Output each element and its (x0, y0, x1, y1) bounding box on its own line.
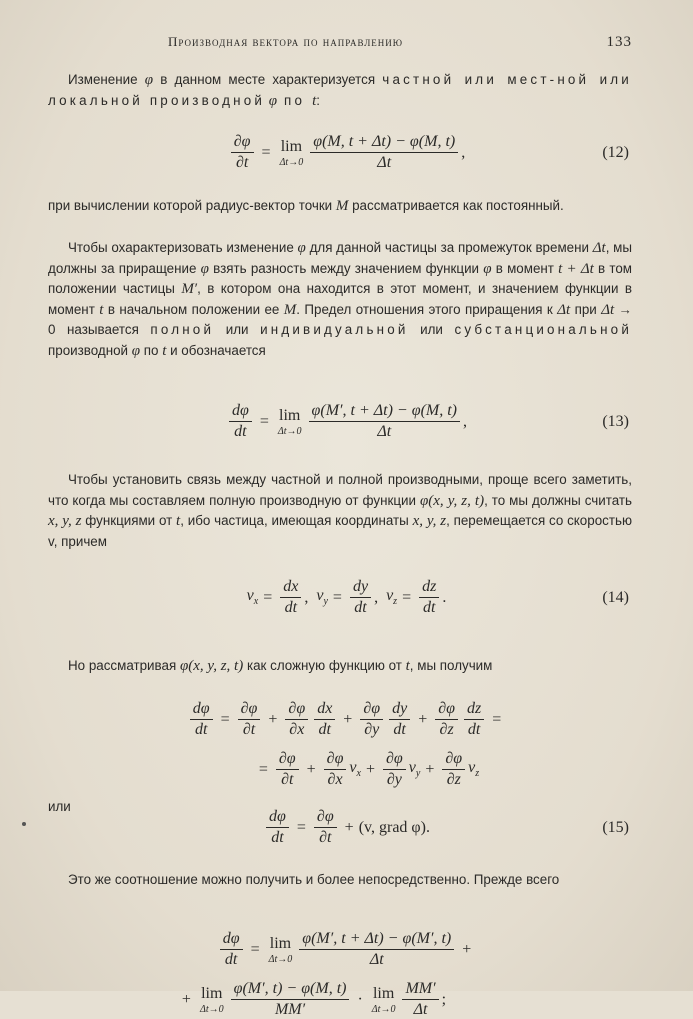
eq-numerator: dz (419, 578, 439, 598)
eq-lim: lim (372, 984, 395, 1002)
text-segment: Изменение (68, 72, 145, 87)
eq-equals: = (250, 940, 260, 958)
text-segment: , перемещается со скоростью v, причем (48, 513, 632, 549)
inline-math: φ (268, 92, 278, 109)
eq-text: (v, grad φ). (358, 818, 430, 836)
equation-number: (14) (602, 588, 629, 606)
or-label: или (48, 799, 71, 814)
text-segment: как сложную функцию от (243, 658, 406, 673)
text-segment: и обозначается (166, 342, 266, 358)
eq-equals: = (220, 710, 230, 728)
eq-numerator: dφ (220, 930, 243, 950)
text-segment: , то мы должны считать (484, 492, 632, 508)
text-segment: в момент (491, 260, 559, 276)
eq-numerator: dz (464, 700, 484, 720)
inline-math: Δt (592, 240, 606, 256)
eq-lim-sub: Δt→0 (371, 1003, 396, 1015)
eq-punct: , (463, 412, 468, 430)
eq-lim-sub: Δt→0 (279, 156, 304, 168)
text-segment: в начальном положении ее (103, 301, 284, 317)
eq-denominator: ∂t (235, 154, 249, 171)
eq-numerator: ∂φ (285, 700, 308, 720)
subscript: x (356, 768, 361, 780)
eq-numerator: MM′ (402, 980, 438, 1000)
inline-math: φ(x, y, z, t) (179, 658, 244, 674)
eq-denominator: ∂x (327, 771, 343, 788)
inline-math: φ (297, 240, 306, 256)
eq-numerator: dφ (266, 808, 289, 828)
v-symbol: v (408, 759, 416, 777)
eq-denominator: ∂x (289, 721, 305, 738)
eq-denominator: dt (354, 599, 367, 616)
eq-denominator: dt (318, 721, 331, 738)
v-symbol: v (349, 759, 357, 777)
subscript: z (393, 596, 398, 608)
eq-denominator: dt (194, 721, 208, 738)
header-title: Производная вектора по направлению (168, 34, 404, 49)
spaced-term: субстанциональной (454, 322, 632, 337)
equation-14 (0, 578, 693, 617)
subscript: x (253, 596, 259, 608)
v-symbol: v (386, 587, 394, 605)
text-segment: : (316, 92, 320, 108)
subscript: z (475, 768, 480, 780)
inline-math: φ (483, 260, 492, 277)
eq-plus: + (462, 940, 472, 958)
text-segment: Чтобы охарактеризовать изменение (68, 240, 298, 255)
eq-plus: + (418, 710, 428, 728)
eq-equals: = (261, 143, 271, 161)
eq-equals: = (332, 588, 342, 606)
eq-numerator: ∂φ (435, 700, 458, 720)
eq-punct: , (304, 588, 309, 606)
text-segment: , мы должны за приращение (48, 240, 632, 276)
eq-punct: . (442, 588, 447, 606)
text-segment: рассматривается как постоянный. (348, 198, 564, 213)
eq-denominator: Δt (413, 1001, 428, 1018)
eq-plus: + (268, 710, 278, 728)
text-segment: при (570, 301, 602, 317)
v-symbol: v (246, 587, 254, 605)
spaced-term: частной или мест-ной или локальной производной (48, 72, 632, 108)
inline-math: Δt (601, 301, 615, 318)
eq-denominator: ∂z (446, 771, 461, 788)
paragraph-6 (48, 870, 632, 891)
inline-math: φ(x, y, z, t) (419, 492, 485, 509)
eq-denominator: Δt (377, 423, 392, 440)
eq-plus: + (306, 760, 316, 778)
eq-numerator: φ(M′, t + Δt) − φ(M, t) (309, 402, 461, 422)
eq-numerator: ∂φ (238, 700, 261, 720)
inline-math: M′ (181, 281, 198, 297)
eq-denominator: dt (467, 721, 481, 738)
eq-denominator: dt (423, 599, 436, 616)
eq-numerator: dx (314, 700, 335, 720)
equation-13 (0, 402, 693, 441)
equation-chain-rule-2 (0, 750, 693, 789)
spaced-term: полной (150, 322, 215, 337)
eq-dot: · (357, 990, 363, 1008)
eq-lim: lim (280, 137, 303, 155)
paragraph-5 (48, 656, 632, 677)
v-symbol: v (316, 587, 324, 605)
eq-equals: = (402, 588, 412, 606)
eq-equals: = (296, 818, 306, 836)
eq-plus: + (344, 818, 354, 836)
subscript: y (323, 596, 328, 608)
text-segment: функциями от (81, 513, 177, 528)
text-segment: при вычислении которой радиус-вектор точки (48, 198, 336, 213)
equation-number: (12) (602, 143, 629, 161)
eq-plus: + (343, 710, 353, 728)
text-segment: по (140, 342, 163, 358)
equation-15 (0, 808, 693, 847)
eq-lim-sub: Δt→0 (268, 953, 293, 965)
eq-denominator: dt (224, 951, 238, 968)
eq-numerator: dφ (229, 402, 252, 422)
eq-numerator: ∂φ (276, 750, 299, 770)
eq-lim: lim (269, 934, 292, 952)
paragraph-3 (48, 238, 632, 361)
eq-denominator: ∂y (386, 771, 402, 788)
inline-math: Δt (557, 301, 571, 318)
equation-number: (13) (602, 412, 629, 430)
eq-numerator: φ(M′, t) − φ(M, t) (231, 980, 350, 1000)
inline-math: φ (131, 342, 141, 359)
page-number: 133 (606, 34, 632, 50)
eq-numerator: ∂φ (314, 808, 337, 828)
inline-math: x, y, z (412, 513, 447, 529)
eq-denominator: ∂y (364, 721, 380, 738)
eq-denominator: ∂t (281, 771, 294, 788)
eq-plus: + (365, 760, 376, 778)
equation-direct-2 (0, 980, 693, 1019)
text-segment: производной (48, 342, 132, 358)
inline-math: M (335, 198, 349, 214)
paragraph-4 (48, 470, 632, 552)
text-segment: Чтобы установить связь между частной и полной производными, проще всего заметить, что когда мы составляем полную производную от функции (48, 472, 632, 508)
eq-denominator: ∂z (439, 721, 454, 738)
eq-denominator: MM′ (274, 1001, 306, 1018)
text-segment: , ибо частица, имеющая координаты (180, 513, 413, 528)
eq-denominator: Δt (369, 951, 384, 968)
eq-lim: lim (201, 984, 223, 1002)
equation-direct-1 (0, 930, 693, 969)
eq-denominator: dt (284, 599, 298, 616)
paragraph-2 (48, 196, 632, 217)
text-segment: → 0 называется (48, 301, 633, 337)
eq-lim-sub: Δt→0 (277, 425, 302, 437)
inline-math: M (283, 301, 297, 318)
equation-12 (0, 133, 693, 172)
equation-number: (15) (602, 818, 629, 836)
eq-punct: , (461, 143, 466, 161)
text-segment: Это же соотношение можно получить и более непосредственно. Прежде всего (68, 872, 560, 887)
inline-math: t (405, 658, 410, 674)
eq-numerator: φ(M, t + Δt) − φ(M, t) (310, 133, 458, 153)
inline-math: φ (200, 260, 209, 277)
eq-numerator: dφ (190, 700, 213, 720)
eq-denominator: ∂t (319, 829, 332, 846)
eq-equals: = (259, 412, 269, 430)
eq-equals: = (263, 588, 273, 606)
eq-denominator: dt (271, 829, 284, 846)
text-segment: или (408, 322, 455, 337)
inline-math: t (99, 301, 104, 318)
text-segment: взять разность между значением функции (208, 260, 484, 276)
eq-denominator: ∂t (242, 721, 256, 738)
spaced-term: по (277, 92, 313, 108)
inline-math: x, y, z (48, 513, 82, 529)
subscript: y (415, 768, 421, 780)
eq-numerator: ∂φ (360, 700, 383, 720)
eq-lim-sub: Δt→0 (199, 1003, 224, 1015)
eq-numerator: φ(M′, t + Δt) − φ(M′, t) (299, 930, 454, 950)
text-segment: в данном месте характеризуется (153, 72, 383, 87)
eq-denominator: dt (393, 721, 406, 738)
paragraph-1 (48, 70, 632, 111)
text-segment: , в котором она находится в этот момент, и значением функции в момент (48, 281, 632, 317)
spaced-term: индивидуальной (260, 322, 409, 337)
eq-denominator: Δt (377, 154, 392, 171)
eq-denominator: dt (234, 423, 247, 440)
text-segment: . Предел отношения этого приращения к (296, 301, 558, 317)
eq-numerator: dx (280, 578, 301, 598)
eq-numerator: ∂φ (383, 750, 406, 770)
inline-math: t (176, 513, 181, 529)
inline-math: t (162, 342, 167, 359)
inline-math: t (312, 92, 317, 109)
eq-numerator: dy (389, 700, 410, 720)
equation-chain-rule-1 (0, 700, 693, 739)
eq-numerator: ∂φ (442, 750, 465, 770)
eq-numerator: ∂φ (231, 133, 254, 153)
text-segment: в том положении частицы (48, 260, 633, 296)
text-segment: или (214, 322, 261, 337)
eq-punct: , (374, 588, 379, 606)
eq-plus: + (425, 760, 435, 778)
v-symbol: v (468, 759, 476, 777)
eq-equals: = (258, 760, 268, 778)
text-segment: для данной частицы за промежуток времени (305, 240, 593, 255)
eq-equals: = (492, 710, 502, 728)
inline-math: t + Δt (558, 260, 594, 277)
eq-punct: ; (441, 990, 447, 1008)
eq-plus: + (181, 990, 191, 1008)
inline-math: φ (144, 72, 154, 88)
eq-numerator: dy (350, 578, 371, 598)
text-segment: Но рассматривая (68, 658, 180, 673)
text-segment: , мы получим (409, 658, 493, 673)
eq-lim: lim (279, 406, 301, 424)
eq-numerator: ∂φ (324, 750, 347, 770)
